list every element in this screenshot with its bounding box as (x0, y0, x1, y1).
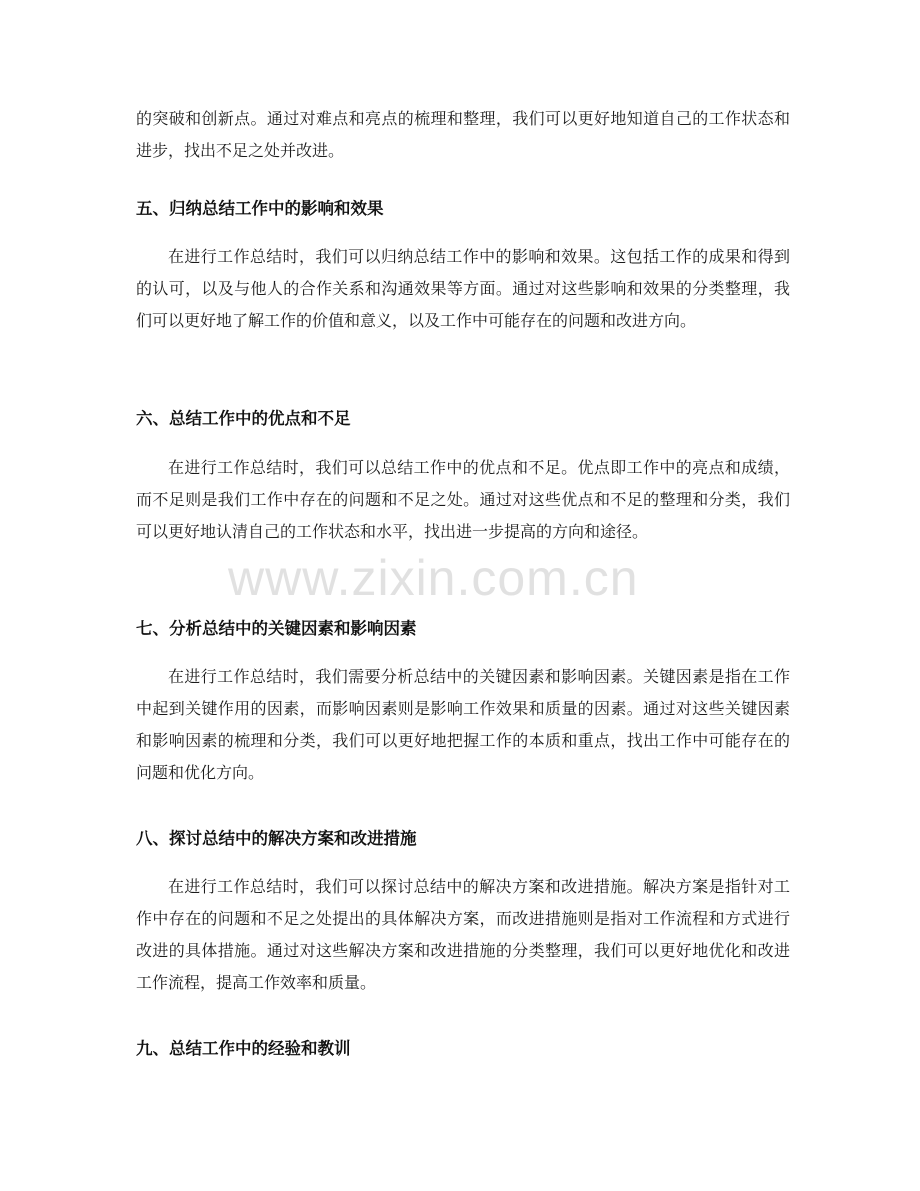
section-heading-6: 六、总结工作中的优点和不足 (136, 409, 351, 428)
section-body-8: 在进行工作总结时，我们可以探讨总结中的解决方案和改进措施。解决方案是指针对工作中存在的问题和不足之处提出的具体解决方案，而改进措施则是指对工作流程和方式进行改进的具体措施。通过对这些解决方案和改进措施的分类整理，我们可以更好地优化和改进工作流程，提高工作效率和质量。 (136, 877, 790, 992)
section-heading-7: 七、分析总结中的关键因素和影响因素 (136, 619, 417, 638)
section-heading-9: 九、总结工作中的经验和教训 (136, 1039, 351, 1058)
section-body-6: 在进行工作总结时，我们可以总结工作中的优点和不足。优点即工作中的亮点和成绩，而不足则是我们工作中存在的问题和不足之处。通过对这些优点和不足的整理和分类，我们可以更好地认清自己的工作状态和水平，找出进一步提高的方向和途径。 (136, 458, 790, 541)
section-body-5: 在进行工作总结时，我们可以归纳总结工作中的影响和效果。这包括工作的成果和得到的认可，以及与他人的合作关系和沟通效果等方面。通过对这些影响和效果的分类整理，我们可以更好地了解工作的价值和意义，以及工作中可能存在的问题和改进方向。 (136, 247, 790, 330)
watermark-text: www.zixin.com.cn (228, 550, 639, 606)
intro-paragraph: 的突破和创新点。通过对难点和亮点的梳理和整理，我们可以更好地知道自己的工作状态和进步，找出不足之处并改进。 (136, 109, 790, 160)
section-heading-8: 八、探讨总结中的解决方案和改进措施 (136, 829, 417, 848)
section-heading-5: 五、归纳总结工作中的影响和效果 (136, 199, 384, 218)
section-body-7: 在进行工作总结时，我们需要分析总结中的关键因素和影响因素。关键因素是指在工作中起到关键作用的因素，而影响因素则是影响工作效果和质量的因素。通过对这些关键因素和影响因素的梳理和分类，我们可以更好地把握工作的本质和重点，找出工作中可能存在的问题和优化方向。 (136, 667, 790, 782)
